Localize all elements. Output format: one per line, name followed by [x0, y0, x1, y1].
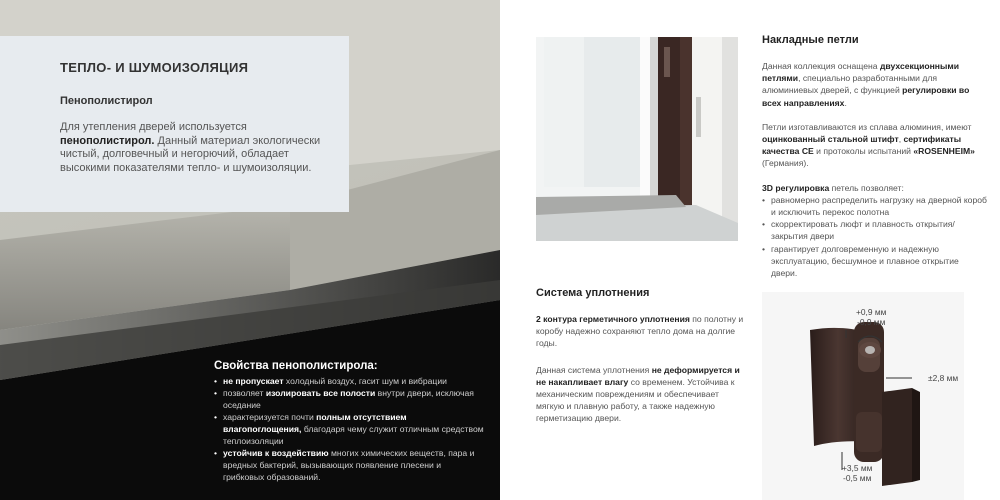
hinges-title: Накладные петли: [762, 34, 859, 46]
list-item: • гарантирует долговременную и надежную эксплуатацию, бесшумное и плавное открытие двери.: [762, 243, 987, 280]
properties-title: Свойства пенополистирола:: [214, 360, 378, 372]
section-title: ТЕПЛО- И ШУМОИЗОЛЯЦИЯ: [60, 60, 249, 75]
seal-paragraph-1: 2 контура герметичного уплотнения по полотну и коробу надежно сохраняют тепло дома на долгие годы.: [536, 314, 744, 349]
dimension-top: +0,9 мм -0,9 мм: [856, 307, 887, 327]
right-page: [500, 0, 1000, 500]
properties-list: [214, 375, 484, 483]
hinges-paragraph-1: Данная коллекция оснащена двухсекционными петлями, специально разработанными для алюминиевых дверей, с функцией регулировки во всех направлениях.: [762, 61, 970, 108]
door-frame-photo: [536, 37, 738, 241]
hinges-list: [762, 194, 987, 279]
list-item: • равномерно распределить нагрузку на дверной короб и исключить перекос полотна: [762, 194, 987, 218]
dimension-side: ±2,8 мм: [928, 373, 959, 383]
seal-section: [536, 287, 746, 425]
list-item: • не пропускает холодный воздух, гасит шум и вибрации: [214, 375, 484, 387]
hinges-paragraph-2: Петли изготавливаются из сплава алюминия, имеют оцинкованный стальной штифт, сертификаты качества CE и протоколы испытаний «ROSENHEIM» (Германия).: [762, 121, 975, 169]
dimension-bottom: +3,5 мм -0,5 мм: [842, 463, 873, 483]
seal-title: Система уплотнения: [536, 287, 650, 299]
list-item: • позволяет изолировать все полости внутри двери, исключая оседание: [214, 387, 484, 411]
hinges-section: [762, 34, 987, 279]
list-item: • скорректировать люфт и плавность открытия/закрытия двери: [762, 218, 987, 242]
intro-paragraph: Для утепления дверей используется пенополистирол. Данный материал экологически чистый, долговечный и негорючий, обладает высокими показателями тепло- и шумоизоляции.: [60, 121, 321, 174]
material-subtitle: Пенополистирол: [60, 95, 153, 107]
properties-block: [214, 360, 484, 483]
list-item: • устойчив к воздействию многих химических веществ, пара и вредных бактерий, вызывающих появление плесени и грибковых образований.: [214, 447, 484, 483]
hinges-paragraph-3: 3D регулировка петель позволяет:: [762, 182, 904, 193]
list-item: • характеризуется почти полным отсутствием влагопоглощения, благодаря чему служит отличным средством теплоизоляции: [214, 411, 484, 447]
intro-box: [0, 36, 349, 212]
seal-paragraph-2: Данная система уплотнения не деформируется и не накапливает влагу со временем. Устойчива к механическим повреждениям и обеспечивает мягкую и плавную работу, а также надежную герметизацию двери.: [536, 364, 740, 424]
